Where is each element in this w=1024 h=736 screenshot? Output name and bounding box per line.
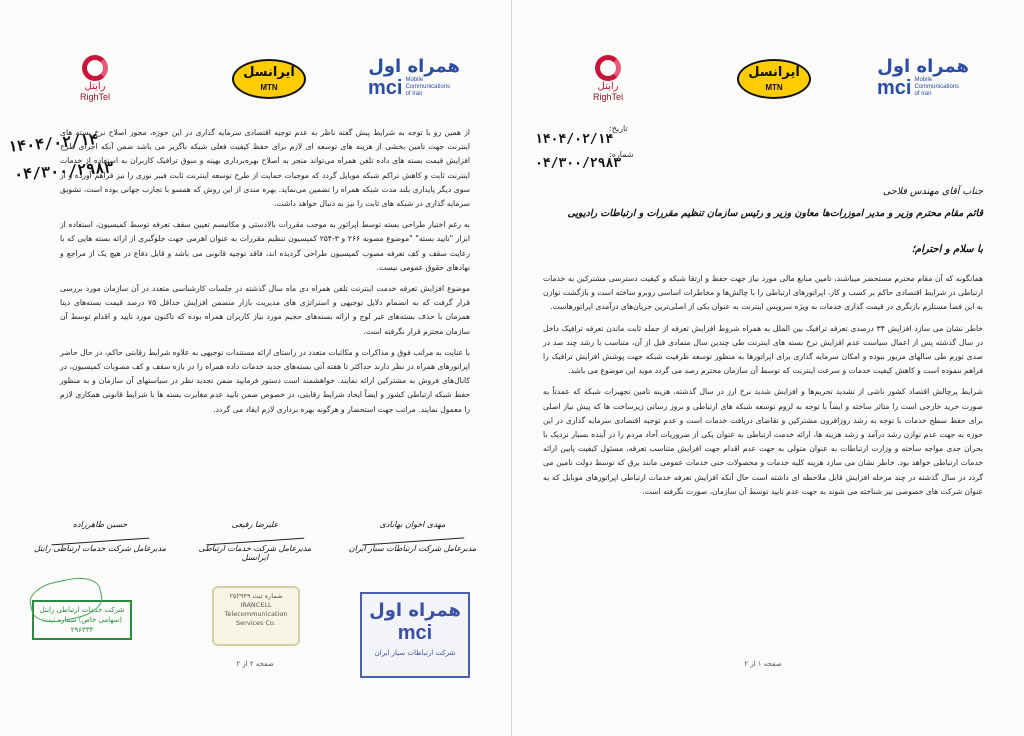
letter-page-1 xyxy=(513,0,1024,736)
addressee-name: جناب آقای مهندس فلاحی xyxy=(882,186,983,197)
paragraph: از همین رو با توجه به شرایط پیش گفته ناظر به عدم توجیه اقتصادی سرمایه گذاری در این حوزه، مجوز اصلاح نرخ بسته های اینترنت جهت تامین بخشی از هزینه های توسعه ای لازم برای حفظ کیفیت فعلی شبکه ناگزیر می باشد ضمن آنکه اجرای طرح افزایش قیمت بسته های داده تلفن همراه می‌تواند منجر به اصلاح بهره‌برداری بهینه و سوق ترافیک کاربران به استفاده از خدمات اینترنت ثابت و کاهش تراکم شبکه موبایل گردد که موجبات حمایت از طرح توسعه اینترنت ثابت فیبر نوری را نیز فراهم آورده و از سوی دیگر پایداری بلند مدت شبکه همراه را تضمین می‌نماید. بهره مندی از این روش که همسو با تجارب جهانی بوده است، تشویق سرمایه گذاری در شبکه های ثابت را نیز به دنبال خواهد داشت. xyxy=(60,128,470,209)
signature-scribble xyxy=(361,527,463,545)
letterhead-logos xyxy=(0,55,511,105)
paragraph: به رغم اختیار طراحی بسته توسط اپراتور به موجب مقررات بالادستی و مکانیسم تعیین سقف تعرفه توسط کمیسیون، استفاده از ابزار "تایید بسته" "موضوع مصوبه ۲۶۶ و ۳-۲۵۴ کمیسیون تنظیم مقررات به عنوان اهرمی جهت جلوگیری از ارائه بسته هایی که با رعایت سقف و کف تعرفه مصوب کمیسیون طراحی گردیده اند، فاقد توجیه قانونی می باشد و قابل دفاع در هیچ یک از مراجع و نهادهای حقوق عمومی نیست. xyxy=(60,220,470,272)
letterhead-logos xyxy=(513,55,1024,105)
paragraph: همانگونه که آن مقام محترم مستحضر میباشند، تامین منابع مالی مورد نیاز جهت حفظ و ارتقا شبکه و کیفیت دسترسی مشترکین به خدمات ارتباطی در شرایط اقتصادی حاکم بر کسب و کار، اپراتورهای ارتباطی را با چالش‌ها و مخاطرات اساسی روبرو ساخته است و بازگشت توازن به این فضا مستلزم بازنگری در قیمت گذاری خدمات به ویژه سرویس اینترنت به عنوان یکی از اصلی‌ترین جریان‌های درآمدی اپراتورهاست. xyxy=(543,274,983,312)
signature-mci: مهدی اخوان بهابادی مدیرعامل شرکت ارتباطات سیار ایران xyxy=(348,520,477,553)
mtn-irancell-logo: ایرانسل MTN xyxy=(737,59,811,99)
paragraph: شرایط پرچالش اقتصاد کشور ناشی از تشدید تحریم‌ها و افزایش شدید نرخ ارز در سال گذشته، هزینه تامین تجهیزات شبکه که عمدتاً به صورت خرید خارجی است را متاثر ساخته و ایضاً با توجه به لزوم توسعه شبکه های ارتباطی و بروز رسانی زیرساخت ها که پیش نیاز اصلی برای حفظ سطح خدمات با توجه به رشد روزافزون مشترکین و تقاضای دریافت خدمات است و عدم توجیه اقتصادی سرمایه گذاری در این حوزه به جهت عدم توازن رشد درآمد و رشد هزینه ها، ارائه خدمت ارتباطی به عنوان یکی از ضروریات آحاد مردم را در آینده بسیار نزدیک با بحران جدی مواجه ساخته و وزارت ارتباطات به عنوان متولی به جهت عدم اقدام جهت افزایش متناسب تعرفه، مسئول کیفیت پایین ارائه خدمات ارتباطی خواهد بود. خاطر نشان می سازد هزینه کلیه خدمات و محصولات حتی خدمات عمومی مانند برق که توسط دولت تامین می گردد در سال گذشته در چند مرحله افزایش قابل ملاحظه ای داشته است حال آنکه افزایش تعرفه خدمات ارتباطی اپراتورهای موبایل که به عنوان شرکت های خصوصی نیز شناخته می شوند به جهت عدم تایید توسط آن سازمان، صورت نگرفته است. xyxy=(543,387,983,496)
greeting: با سلام و احترام؛ xyxy=(911,244,983,255)
date-label: تاریخ: xyxy=(609,124,628,133)
paragraph: با عنایت به مراتب فوق و مذاکرات و مکاتبات متعدد در راستای ارائه مستندات توجیهی به علاوه شرایط رقابتی حاکم، در حال حاضر اپراتورهای همراه در نظر دارند حداکثر تا هفته آتی بسته‌های جدید خدمات داده همراه را در بازه سقف و کف مصوبات کمیسیون، در کانال‌های فروش به مشترکین ارائه نمایند. خواهشمند است دستور فرمایید ضمن تجدید نظر در سیاستهای آن سازمان و به منظور حفظ شبکه ارتباطی کشور و ایضاً ایجاد شرایط رقابتی، در خصوص ضمن تایید عدم مغایرت بسته ها با شرایط قانونی همکاری لازم را معمول نمایند. مراتب جهت استحضار و هرگونه بهره برداری لازم ایفاد می گردد. xyxy=(60,347,470,414)
letter-body xyxy=(543,272,983,506)
letter-number-handwritten: ۰۴/۳۰۰/۲۹۸۳ xyxy=(535,156,622,171)
letter-date-handwritten: ۱۴۰۴/۰۲/۱۴ xyxy=(7,130,99,156)
page-number: صفحه ۲ از ۲ xyxy=(236,660,274,668)
mtn-irancell-logo: ایرانسل MTN xyxy=(232,59,306,99)
rightel-logo: رایتل RighTel xyxy=(60,55,130,102)
rightel-stamp: شرکت خدمات ارتباطی رایتل (سهامی خاص) شماره ثبت: ۲۹۶۳۳۴ xyxy=(32,600,132,640)
paragraph: خاطر نشان می سازد افزایش ۳۴ درصدی تعرفه ترافیک بین الملل به همراه شروط افزایش تعرفه از جمله ثابت ماندن تعرفه ترافیک داخل در سال گذشته پس از اعمال سیاست عدم افزایش نرخ بسته های اینترنت طی چندین سال متمادی قبل از آن، متناسب با رشد چند صد در صدی تورم طی سالهای مزبور نبوده و امکان سرمایه گذاری برای اپراتورها به منظور توسعه ظرفیت شبکه جهت پوشش افزایش ترافیک را فراهم ننموده است و کاهش کیفیت خدمات و سرعت اینترنت که توسط آن سازمان محترم رصد می گردد موید این موضوع می باشد. xyxy=(543,323,983,376)
irancell-stamp: شماره ثبت ۲۵۲۹۴۹ IRANCELL Telecommunication Services Co. xyxy=(212,586,300,646)
letter-body xyxy=(60,126,470,424)
page-number: صفحه ۱ از ۲ xyxy=(744,660,782,668)
signature-scribble xyxy=(206,528,305,546)
rightel-ring-icon xyxy=(82,55,108,81)
mci-stamp: همراه اول mci شرکت ارتباطات سیار ایران xyxy=(360,592,470,678)
letter-date-handwritten: ۱۴۰۴/۰۲/۱۴ xyxy=(535,132,614,147)
rightel-ring-icon xyxy=(595,55,621,81)
signature-irancell: علیرضا رفیعی مدیرعامل شرکت خدمات ارتباطی ایرانسل xyxy=(198,520,312,562)
addressee-title: قائم مقام محترم وزیر و مدیر اموزرات‌ها معاون وزیر و رئیس سازمان تنظیم مقررات و ارتباطات رادیویی xyxy=(567,208,983,219)
signature-scribble xyxy=(51,528,150,546)
mci-logo: همراه اول mci Mobile Communications of Iran xyxy=(877,56,969,99)
paragraph: موضوع افزایش تعرفه خدمت اینترنت تلفن همراه دی ماه سال گذشته در جلسات کارشناسی متعدد در آن سازمان مورد بررسی قرار گرفت که به انضمام دلایل توجیهی و استراتژی های مدیریت بازار متضمن افزایش حداقل ۷۵ درصد قیمت بسته‌های دیتا همزمان با حذف بسته‌های غیر لوج و ارائه بسته‌های حجیم مورد نیاز کاربران همراه بوده که تاکنون مورد تایید و اقدام توسط آن سازمان محترم قرار نگرفته است. xyxy=(60,284,470,336)
letter-number-handwritten: ۰۴/۳۰۰/۲۹۸۳ xyxy=(13,158,114,184)
number-label: شماره: xyxy=(609,150,634,159)
mci-logo: همراه اول mci Mobile Communications of Iran xyxy=(368,56,460,99)
rightel-logo: رایتل RighTel xyxy=(573,55,643,102)
signature-rightel: حسین طاهرزاده مدیرعامل شرکت خدمات ارتباطی رایتل xyxy=(33,520,166,553)
